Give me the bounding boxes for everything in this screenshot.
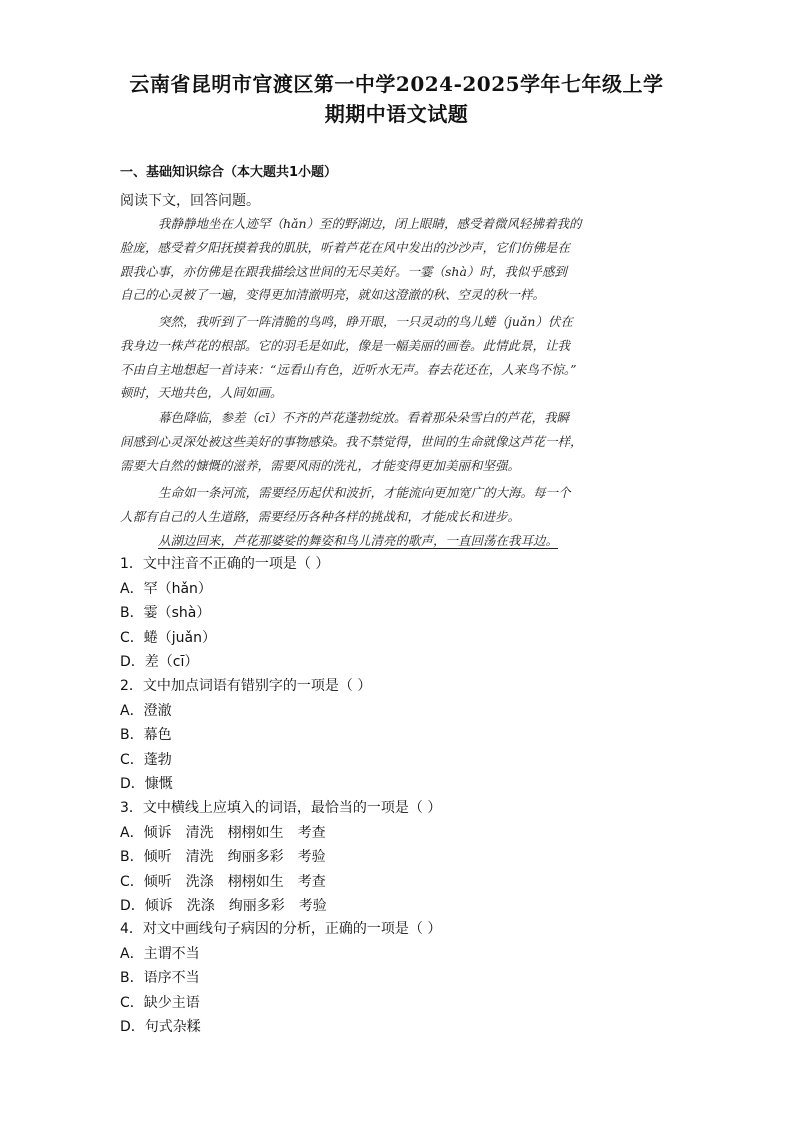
- passage-line: 脸庞，感受着夕阳抚摸着我的肌肤，听着芦花在风中发出的沙沙声，它们仿佛是在: [120, 239, 571, 255]
- question-option[interactable]: C．蜷（juǎn）: [120, 629, 216, 646]
- passage-line: 不由自主地想起一首诗来：“远看山有色，近听水无声。春去花还在，人来鸟不惊。”: [120, 361, 577, 377]
- question-4: [120, 917, 441, 1040]
- question-option[interactable]: B．语序不当: [120, 970, 200, 986]
- section-heading: 一、基础知识综合（本大题共1小题）: [120, 165, 338, 180]
- passage-line: 我静静地坐在人迹罕（hǎn）至的野湖边，闭上眼睛，感受着微风轻拂着我的: [158, 216, 582, 231]
- question-stem: 2．文中加点词语有错别字的一项是（ ）: [120, 678, 372, 694]
- exam-title-line2: 期期中语文试题: [324, 102, 469, 126]
- passage-line: 突然，我听到了一阵清脆的鸟鸣，睁开眼，一只灵动的鸟儿蜷（juǎn）伏在: [158, 314, 573, 329]
- question-option[interactable]: A．主谓不当: [120, 945, 200, 962]
- passage-line: 幕色降临，参差（cī）不齐的芦花蓬勃绽放。看着那朵朵雪白的芦花，我瞬: [158, 410, 569, 425]
- passage-line: 间感到心灵深处被这些美好的事物感染。我不禁觉得，世间的生命就像这芦花一样，: [120, 433, 583, 449]
- passage-paragraph-4: [120, 481, 680, 529]
- question-option[interactable]: B．倾听 清洗 绚丽多彩 考验: [120, 849, 326, 865]
- question-option[interactable]: D．倾诉 洗涤 绚丽多彩 考验: [120, 898, 327, 914]
- passage-line: 需要大自然的慷慨的滋养，需要风雨的洗礼，才能变得更加美丽和坚强。: [120, 457, 521, 473]
- question-option[interactable]: D．差（cī）: [120, 654, 199, 670]
- passage-paragraph-2: [120, 310, 680, 405]
- question-option[interactable]: D．慷慨: [120, 776, 173, 792]
- passage-line: 跟我心事，亦仿佛是在跟我描绘这世间的无尽美好。一霎（shà）时，我似乎感到: [120, 263, 567, 279]
- question-stem: 1．文中注音不正确的一项是（ ）: [120, 556, 330, 572]
- question-option[interactable]: B．幕色: [120, 727, 172, 743]
- question-option[interactable]: C．蓬勃: [120, 751, 172, 768]
- question-option[interactable]: A．倾诉 清洗 栩栩如生 考查: [120, 824, 326, 841]
- passage-line: 自己的心灵被了一遍，变得更加清澈明亮，就如这澄澈的秋、空灵的秋一样。: [120, 287, 546, 303]
- passage-line: 生命如一条河流，需要经历起伏和波折，才能流向更加宽广的大海。每一个: [158, 485, 571, 500]
- question-option[interactable]: A．澄澈: [120, 702, 172, 719]
- passage-line: 我身边一株芦花的根部。它的羽毛是如此，像是一幅美丽的画卷。此情此景，让我: [120, 337, 571, 353]
- reading-instruction: 阅读下文，回答问题。: [120, 193, 260, 209]
- question-option[interactable]: D．句式杂糅: [120, 1019, 201, 1035]
- passage-line: 顿时，天地共色，人间如画。: [120, 385, 283, 401]
- question-option[interactable]: A．罕（hǎn）: [120, 580, 212, 597]
- exam-title-line1: 云南省昆明市官渡区第一中学2024-2025学年七年级上学: [129, 72, 664, 96]
- question-option[interactable]: C．缺少主语: [120, 994, 200, 1011]
- question-1: [120, 552, 329, 675]
- passage-line: 人都有自己的人生道路，需要经历各种各样的挑战和，才能成长和进步。: [120, 508, 521, 524]
- question-stem: 4．对文中画线句子病因的分析，正确的一项是（ ）: [120, 921, 442, 937]
- passage-paragraph-3: [120, 406, 680, 477]
- question-2: [120, 674, 371, 797]
- question-3: [120, 796, 441, 919]
- underlined-sentence: 从湖边回来，芦花那婆娑的舞姿和鸟儿清亮的歌声，一直回荡在我耳边。: [158, 533, 559, 548]
- passage-paragraph-5: [120, 529, 680, 553]
- question-stem: 3．文中横线上应填入的词语，最恰当的一项是（ ）: [120, 800, 442, 816]
- question-option[interactable]: B．霎（shà）: [120, 605, 211, 621]
- passage-paragraph-1: [120, 212, 680, 307]
- question-option[interactable]: C．倾听 洗涤 栩栩如生 考查: [120, 873, 326, 890]
